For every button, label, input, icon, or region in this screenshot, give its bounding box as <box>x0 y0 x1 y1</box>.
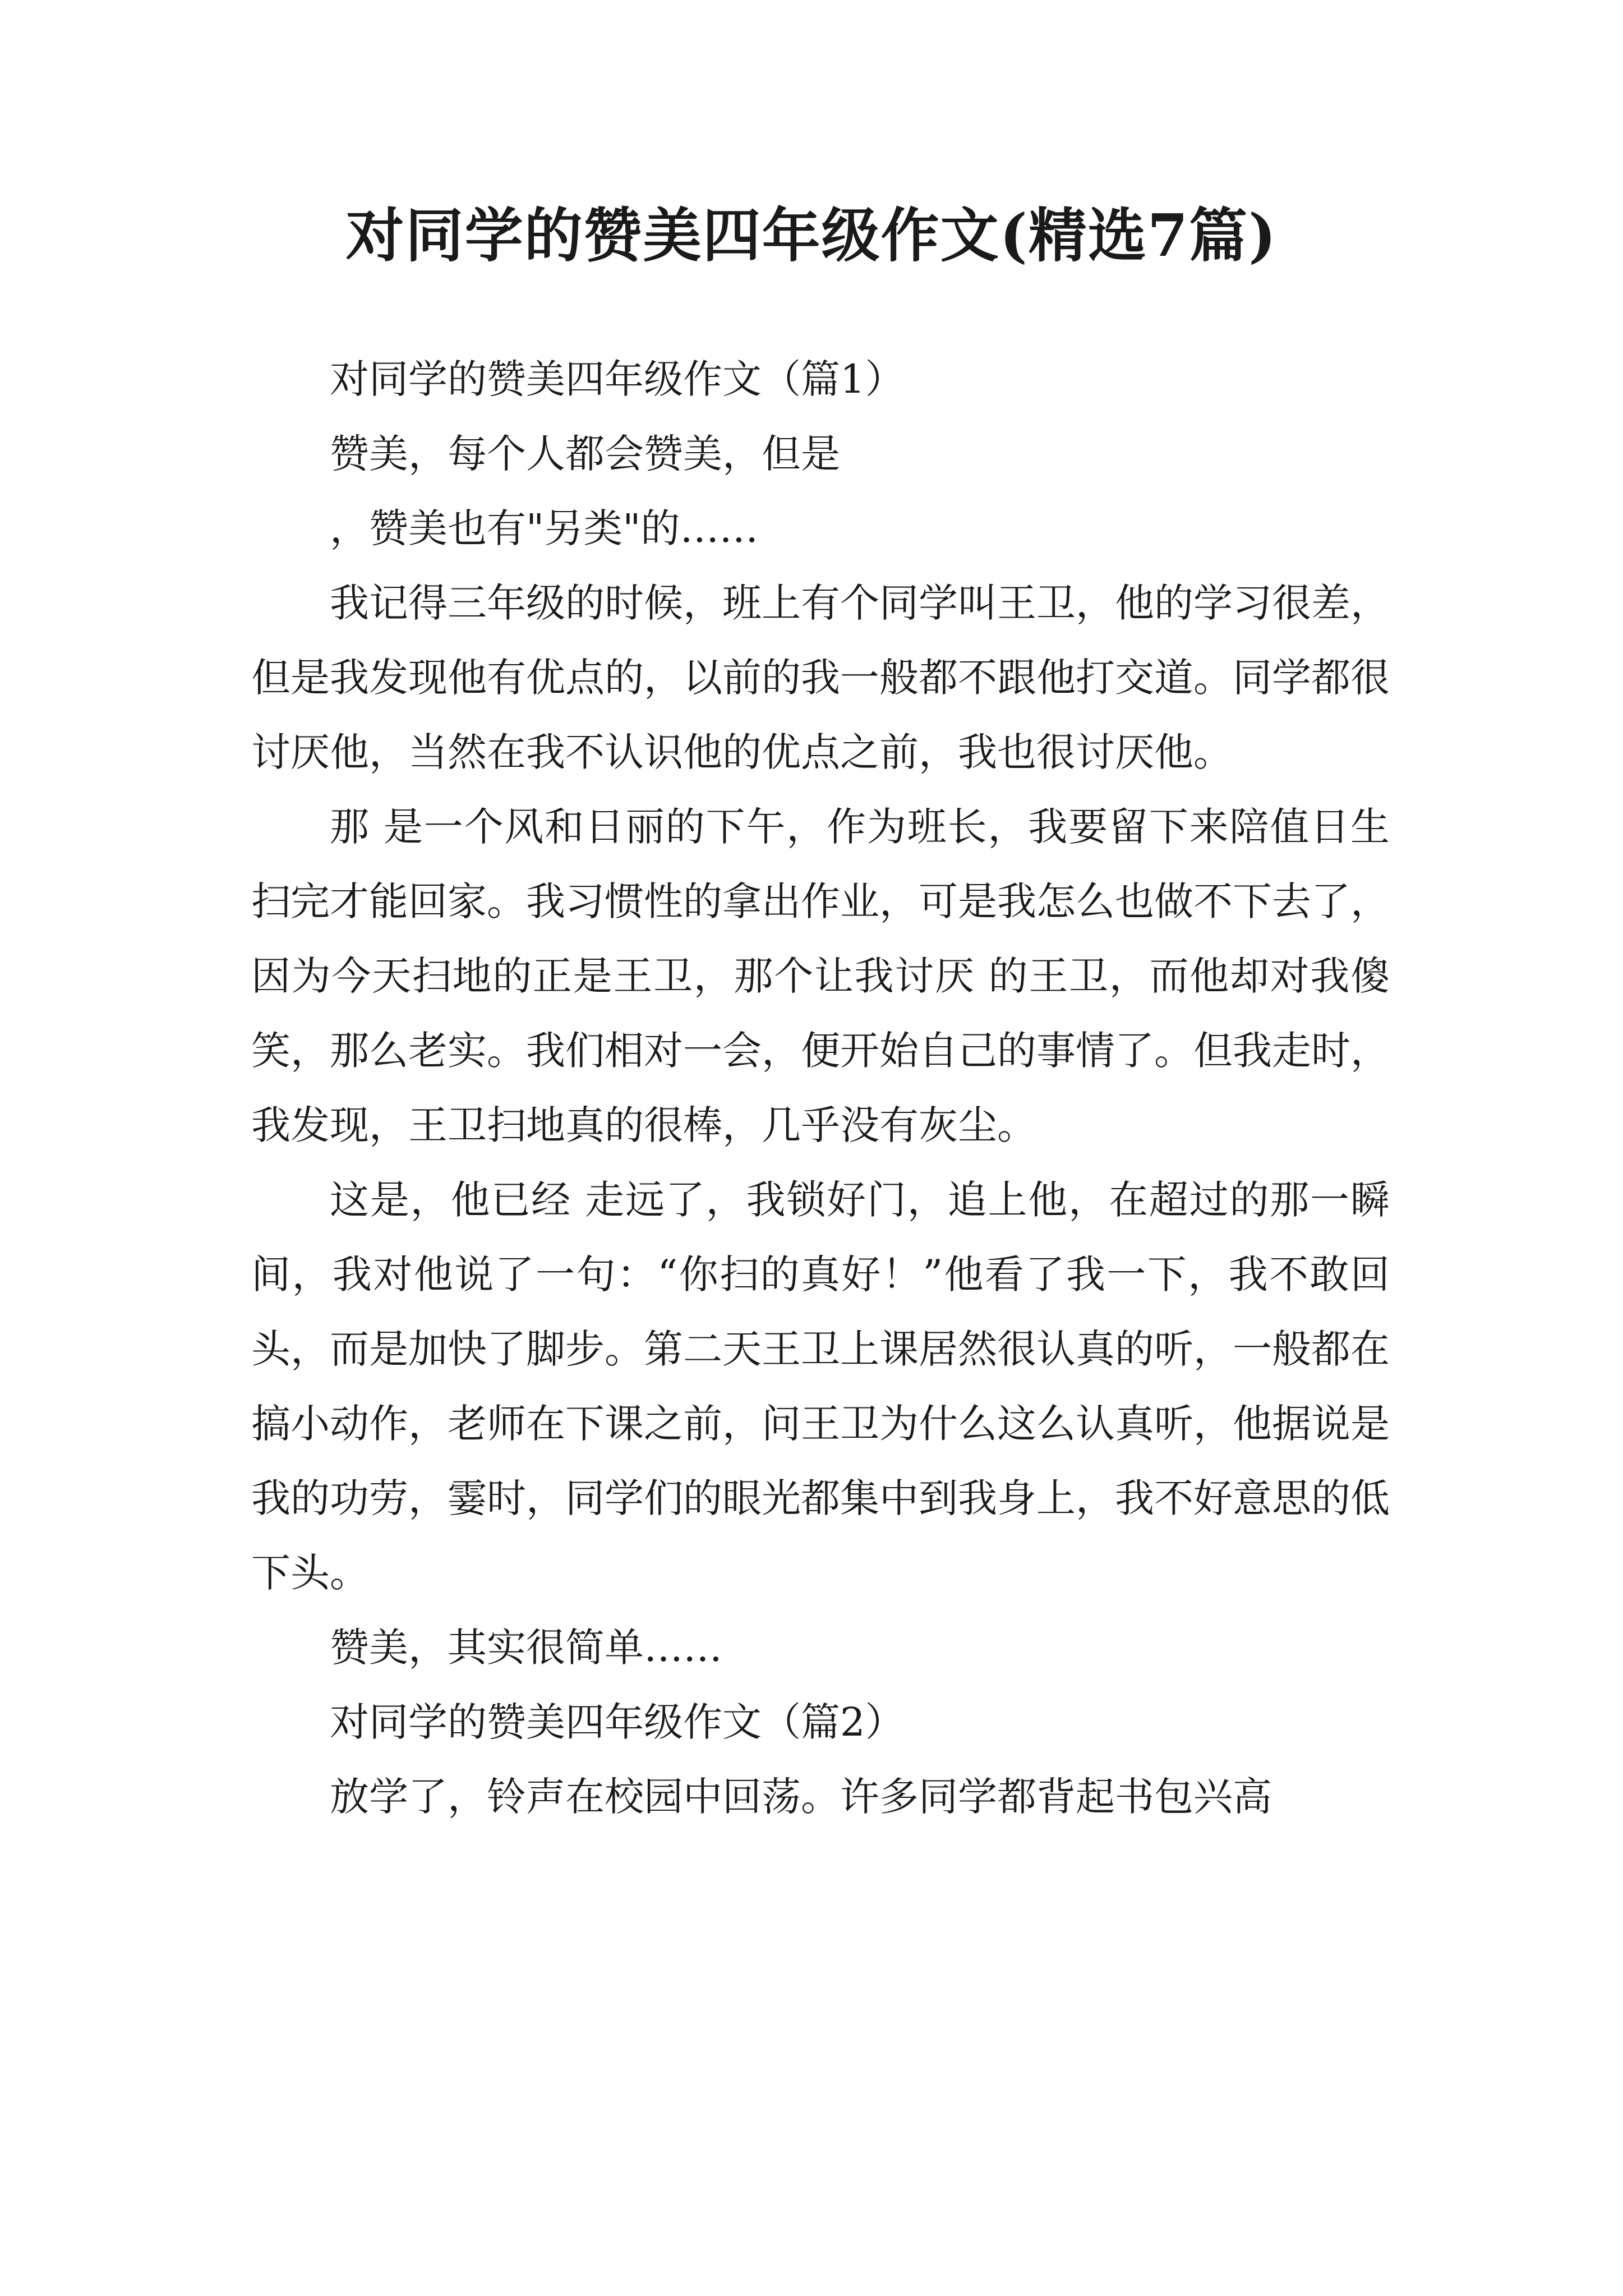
paragraph: 这是，他已经 走远了，我锁好门，追上他，在超过的那一瞬间，我对他说了一句：“你扫的真好！”他看了我一下，我不敢回头，而是加快了脚步。第二天王卫上课居然很认真的听，一般都在搞小动作，老师在下课之前，问王卫为什么这么认真听，他据说是我的功劳，霎时，同学们的眼光都集中到我身上，我不好意思的低下头。 <box>251 1177 1390 1596</box>
section-heading-1: 对同学的赞美四年级作文（篇1） <box>330 356 905 402</box>
document-body <box>251 342 1390 1834</box>
paragraph: 我记得三年级的时候，班上有个同学叫王卫，他的学习很差，但是我发现他有优点的，以前的我一般都不跟他打交道。同学都很讨厌他，当然在我不认识他的优点之前，我也很讨厌他。 <box>251 580 1390 775</box>
paragraph: 放学了，铃声在校园中回荡。许多同学都背起书包兴高 <box>330 1774 1272 1820</box>
document-title: 对同学的赞美四年级作文(精选7篇) <box>345 201 1278 270</box>
paragraph: 那 是一个风和日丽的下午，作为班长，我要留下来陪值日生扫完才能回家。我习惯性的拿出作业，可是我怎么也做不下去了，因为今天扫地的正是王卫，那个让我讨厌 的王卫，而他却对我傻笑，那么老实。我们相对一会，便开始自己的事情了。但我走时，我发现，王卫扫地真的很棒，几乎没有灰尘。 <box>251 804 1390 1148</box>
paragraph: 赞美，每个人都会赞美，但是 <box>330 431 840 477</box>
paragraph: ，赞美也有"另类"的…… <box>330 505 759 551</box>
paragraph: 赞美，其实很简单…… <box>330 1625 722 1671</box>
section-heading-2: 对同学的赞美四年级作文（篇2） <box>330 1699 905 1745</box>
